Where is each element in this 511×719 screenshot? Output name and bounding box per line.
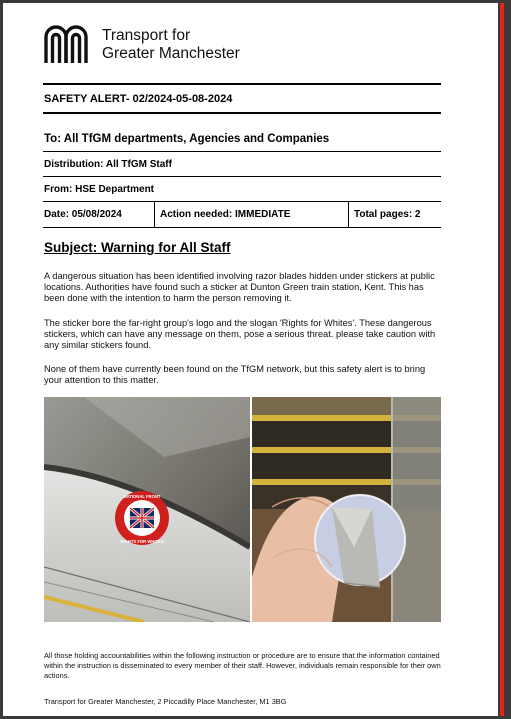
- org-name-line1: Transport for: [102, 27, 191, 44]
- alert-title: SAFETY ALERT- 02/2024-05-08-2024: [44, 93, 233, 105]
- divider: [43, 151, 441, 152]
- sticker-text-bottom: RIGHTS FOR WHITES: [120, 539, 164, 544]
- divider: [43, 83, 441, 85]
- total-pages-field: Total pages: 2: [354, 209, 421, 220]
- divider: [43, 201, 441, 202]
- divider: [43, 112, 441, 114]
- to-line: To: All TfGM departments, Agencies and Companies: [44, 133, 330, 145]
- photo-sticker-on-platform: [44, 397, 250, 622]
- tfgm-m-logo-icon: [43, 22, 93, 64]
- from-line: From: HSE Department: [44, 184, 155, 195]
- subject-heading: Subject: Warning for All Staff: [44, 240, 231, 255]
- divider: [348, 202, 349, 227]
- divider: [43, 227, 441, 228]
- distribution-line: Distribution: All TfGM Staff: [44, 159, 172, 170]
- org-name: [102, 27, 240, 63]
- paragraph-2: The sticker bore the far-right group's logo and the slogan 'Rights for Whites'. These dangerous stickers, which can have any message on them, pose a serious threat. please take caution with any similar stickers found.: [44, 318, 436, 351]
- paragraph-3: None of them have currently been found on the TfGM network, but this safety alert is to bring your attention to this matter.: [44, 364, 426, 386]
- org-name-line2: Greater Manchester: [102, 45, 240, 62]
- footer-note: All those holding accountabilities within the following instruction or procedure are to ensure that the information contained within the instruction is disseminated to every member of their staff. However, individuals remain responsible for their own actions.: [44, 651, 441, 681]
- sticker-text-top: NATIONAL FRONT: [123, 494, 161, 499]
- paragraph-1: A dangerous situation has been identified involving razor blades hidden under stickers at public locations. Authorities have found such a sticker at Dunton Green train station, Kent. This has been done with the intention to harm the person removing it.: [44, 271, 435, 304]
- footer-address: Transport for Greater Manchester, 2 Piccadilly Place Manchester, M1 3BG: [44, 697, 287, 706]
- action-field: Action needed: IMMEDIATE: [160, 209, 291, 220]
- divider: [43, 176, 441, 177]
- red-edge-bar: [500, 3, 504, 716]
- date-field: Date: 05/08/2024: [44, 209, 122, 220]
- photo-blade-under-sticker: [252, 397, 441, 622]
- divider: [154, 202, 155, 227]
